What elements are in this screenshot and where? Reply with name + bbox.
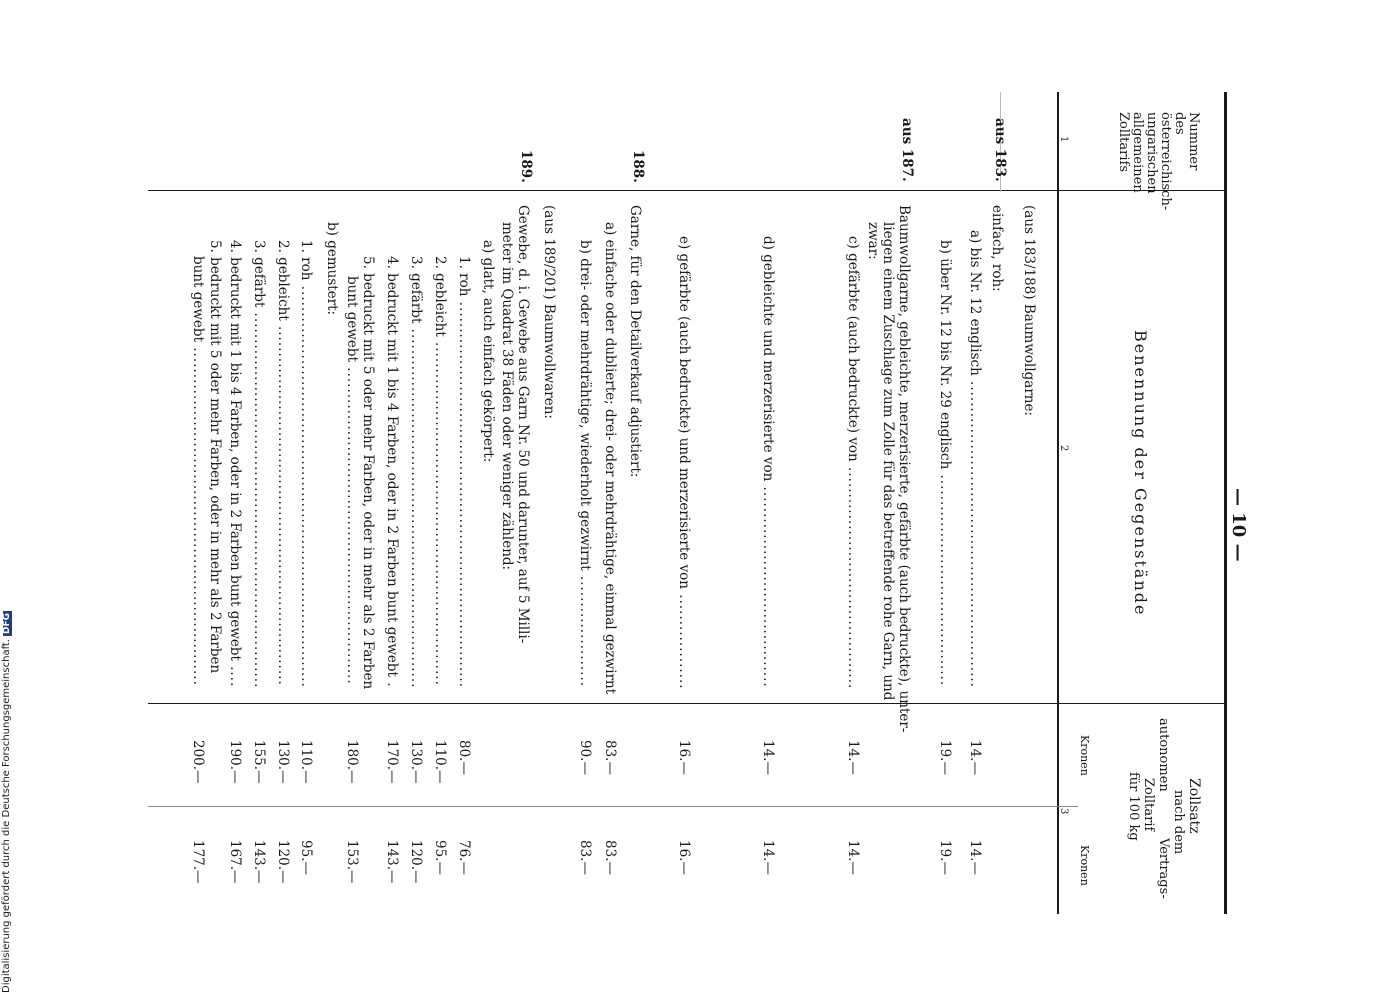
header-kronen-autonomous: Kronen [1078, 735, 1091, 776]
row-description [208, 240, 222, 673]
row-description-text: c) gefärbte (auch bedruckte) von [845, 236, 861, 462]
row-description-text: b) gemustert: [324, 222, 340, 316]
leader-dots: .................. [676, 589, 692, 690]
row-tariff-number: 189. [518, 150, 534, 183]
leader-dots: ................................................................ [190, 342, 206, 686]
row-description [897, 205, 911, 732]
header-col-description: Benennung der Gegenstände [1131, 330, 1150, 617]
row-description-text: 5. bedruckt mit 5 oder mehr Farben, oder in mehr als 2 Farben [207, 240, 223, 674]
leader-dots: .......................................................... [967, 375, 983, 688]
row-description [866, 222, 880, 260]
row-description [628, 205, 642, 477]
row-rate-autonomous: 130.— [408, 740, 424, 784]
leader-dots: ............................................................................ [298, 280, 314, 688]
row-description-text: liegen einem Zuschlage zum Zolle für das betreffende rohe Garn, und [880, 222, 896, 701]
row-rate-contract: 167.— [227, 840, 243, 884]
row-rate-autonomous: 16.— [676, 740, 692, 775]
row-description-text: 3. gefärbt [251, 240, 267, 308]
row-rate-contract: 14.— [845, 840, 861, 875]
row-description-text: einfach, roh: [989, 205, 1005, 292]
header-rate-autonomous: autonomen [1156, 718, 1171, 792]
row-description [603, 222, 617, 694]
row-rate-autonomous: 14.— [760, 740, 776, 775]
column-number-1: 1 [1058, 136, 1069, 143]
row-description [409, 256, 423, 688]
row-rate-autonomous: 110.— [298, 740, 314, 784]
row-description-text: (aus 189/201) Baumwollwaren: [541, 205, 557, 419]
row-rate-autonomous: 83.— [602, 740, 618, 775]
row-description [990, 205, 1004, 292]
leader-dots: . [384, 676, 400, 688]
row-rate-autonomous: 90.— [577, 740, 593, 775]
row-description [968, 230, 982, 688]
dfg-logo: DFG [2, 612, 12, 634]
page-number: — 10 — [1228, 488, 1249, 562]
row-description [516, 205, 530, 643]
row-description [276, 240, 290, 686]
row-rate-contract: 83.— [577, 840, 593, 875]
row-description-text: bunt gewebt [190, 256, 206, 342]
row-description-text: Gewebe, d. i. Gewebe aus Garn Nr. 50 und darunter, auf 5 Milli- [515, 205, 531, 644]
row-description-text: 1. roh [456, 256, 472, 297]
row-description [500, 222, 514, 570]
row-rate-contract: 14.— [967, 840, 983, 875]
row-description [457, 256, 471, 688]
header-col-number-line: Zolltarifs [1116, 112, 1131, 173]
leader-dots: ....................................................................... [251, 307, 267, 689]
column-number-3: 3 [1058, 808, 1069, 815]
row-description [433, 256, 447, 686]
row-description-text: a) bis Nr. 12 englisch [967, 230, 983, 376]
header-rate-unit: für 100 kg [1126, 772, 1141, 841]
leader-dots: ..................... [577, 570, 593, 688]
row-rate-contract: 19.— [937, 840, 953, 875]
row-rate-contract: 76.— [456, 840, 472, 875]
leader-dots: ...................................... [760, 481, 776, 688]
digitization-note-text: Digitalisierung gefördert durch die Deutsche Forschungsgemeinschaft [1, 642, 12, 993]
row-description-text: 4. bedruckt mit 1 bis 4 Farben, oder in 2 Farben bunt gewebt [227, 240, 243, 661]
header-rate-title: nach dem [1171, 790, 1186, 855]
row-rate-contract: 177.— [190, 840, 206, 884]
row-description-text: Garne, für den Detailverkauf adjustiert: [627, 205, 643, 478]
header-kronen-contract: Kronen [1078, 845, 1091, 886]
row-rate-contract: 143.— [384, 840, 400, 884]
row-description-text: 5. bedruckt mit 5 oder mehr Farben, oder in mehr als 2 Farben [360, 256, 376, 690]
header-bottom-rule [1057, 92, 1059, 914]
row-description [325, 222, 339, 315]
header-col-number-line: des [1172, 112, 1187, 135]
row-rate-autonomous: 180.— [344, 740, 360, 784]
row-rate-autonomous: 110.— [432, 740, 448, 784]
leader-dots: .... [227, 660, 243, 688]
column-number-2: 2 [1058, 445, 1069, 452]
row-description [761, 236, 775, 688]
row-description [938, 240, 952, 686]
row-description-text: 3. gefärbt [408, 256, 424, 324]
row-rate-contract: 95.— [298, 840, 314, 875]
row-description [385, 256, 399, 688]
row-description-text: (aus 183/188) Baumwollgarne: [1021, 205, 1037, 417]
row-rate-contract: 153.— [344, 840, 360, 884]
row-description-text: 4. bedruckt mit 1 bis 4 Farben, oder in 2 Farben bunt gewebt [384, 256, 400, 677]
row-description [299, 240, 313, 688]
leader-dots: ......................................................................... [456, 296, 472, 689]
column-separator-1 [148, 190, 1225, 191]
row-rate-autonomous: 170.— [384, 740, 400, 784]
row-tariff-number: aus 187. [899, 118, 915, 182]
row-description [677, 236, 691, 690]
row-description-text: 2. gebleicht [432, 256, 448, 337]
row-description-text: d) gebleichte und merzerisierte von [760, 236, 776, 482]
row-rate-autonomous: 80.— [456, 740, 472, 775]
row-description [481, 240, 495, 462]
row-rate-autonomous: 14.— [845, 740, 861, 775]
row-description [1022, 205, 1036, 416]
header-col-number-line: allgemeinen [1130, 112, 1145, 193]
leader-dots: ........................................ [937, 469, 953, 687]
row-tariff-number: 188. [630, 150, 646, 183]
row-description-text: a) glatt, auch einfach gekörpert: [480, 240, 496, 463]
header-col-number-line: Nummer [1186, 112, 1201, 171]
row-description [578, 240, 592, 687]
leader-dots: .................................................................... [275, 320, 291, 686]
digitization-note: Digitalisierung gefördert durch die Deutsche Forschungsgemeinschaft.DFG [1, 612, 12, 993]
row-rate-autonomous: 200.— [190, 740, 206, 784]
row-description-text: b) über Nr. 12 bis Nr. 29 englisch [937, 240, 953, 470]
row-description-text: a) einfache oder dublierte; drei- oder mehrdrähtige, einmal gezwirnt [602, 222, 618, 695]
row-tariff-number: aus 183. [992, 118, 1008, 182]
row-rate-contract: 83.— [602, 840, 618, 875]
column-separator-3 [148, 806, 1078, 807]
row-rate-contract: 143.— [251, 840, 267, 884]
row-rate-autonomous: 19.— [937, 740, 953, 775]
row-description [846, 236, 860, 689]
leader-dots: .................................................................... [408, 323, 424, 689]
row-description [191, 256, 205, 686]
row-description-text: meter im Quadrat 38 Fäden oder weniger zählend: [499, 222, 515, 571]
row-description-text: 1. roh [298, 240, 314, 281]
table-top-rule [1224, 92, 1227, 914]
row-rate-contract: 120.— [275, 840, 291, 884]
header-col-number-line: österreichisch- [1158, 112, 1173, 211]
header-rate-autonomous: Zolltarif [1141, 778, 1156, 832]
header-rate-title: Zollsatz [1186, 778, 1202, 834]
row-rate-contract: 14.— [760, 840, 776, 875]
leader-dots: ............................................................ [344, 362, 360, 685]
row-description-text: b) drei- oder mehrdrähtige, wiederholt gezwirnt [577, 240, 593, 571]
row-description-text: Baumwollgarne, gebleichte, merzerisierte, gefärbte (auch bedruckte), unter- [896, 205, 912, 733]
row-rate-autonomous: 190.— [227, 740, 243, 784]
row-description [361, 256, 375, 689]
row-description-text: 2. gebleicht [275, 240, 291, 321]
leader-dots: ................................................................. [432, 336, 448, 686]
header-rate-contract: Vertrags- [1156, 838, 1171, 899]
row-rate-contract: 16.— [676, 840, 692, 875]
row-description [881, 222, 895, 700]
row-description [345, 276, 359, 685]
leader-dots: .......................................... [845, 461, 861, 690]
row-description-text: zwar: [865, 222, 881, 260]
row-description [542, 205, 556, 419]
header-col-number-line: ungarischen [1144, 112, 1159, 194]
column-separator-2 [148, 703, 1225, 704]
row-rate-autonomous: 130.— [275, 740, 291, 784]
row-rate-autonomous: 14.— [967, 740, 983, 775]
row-description [228, 240, 242, 687]
row-rate-autonomous: 155.— [251, 740, 267, 784]
row-description [252, 240, 266, 688]
row-rate-contract: 95.— [432, 840, 448, 875]
row-description-text: e) gefärbte (auch bedruckte) und merzerisierte von [676, 236, 692, 589]
row-description-text: bunt gewebt [344, 276, 360, 362]
row-rate-contract: 120.— [408, 840, 424, 884]
